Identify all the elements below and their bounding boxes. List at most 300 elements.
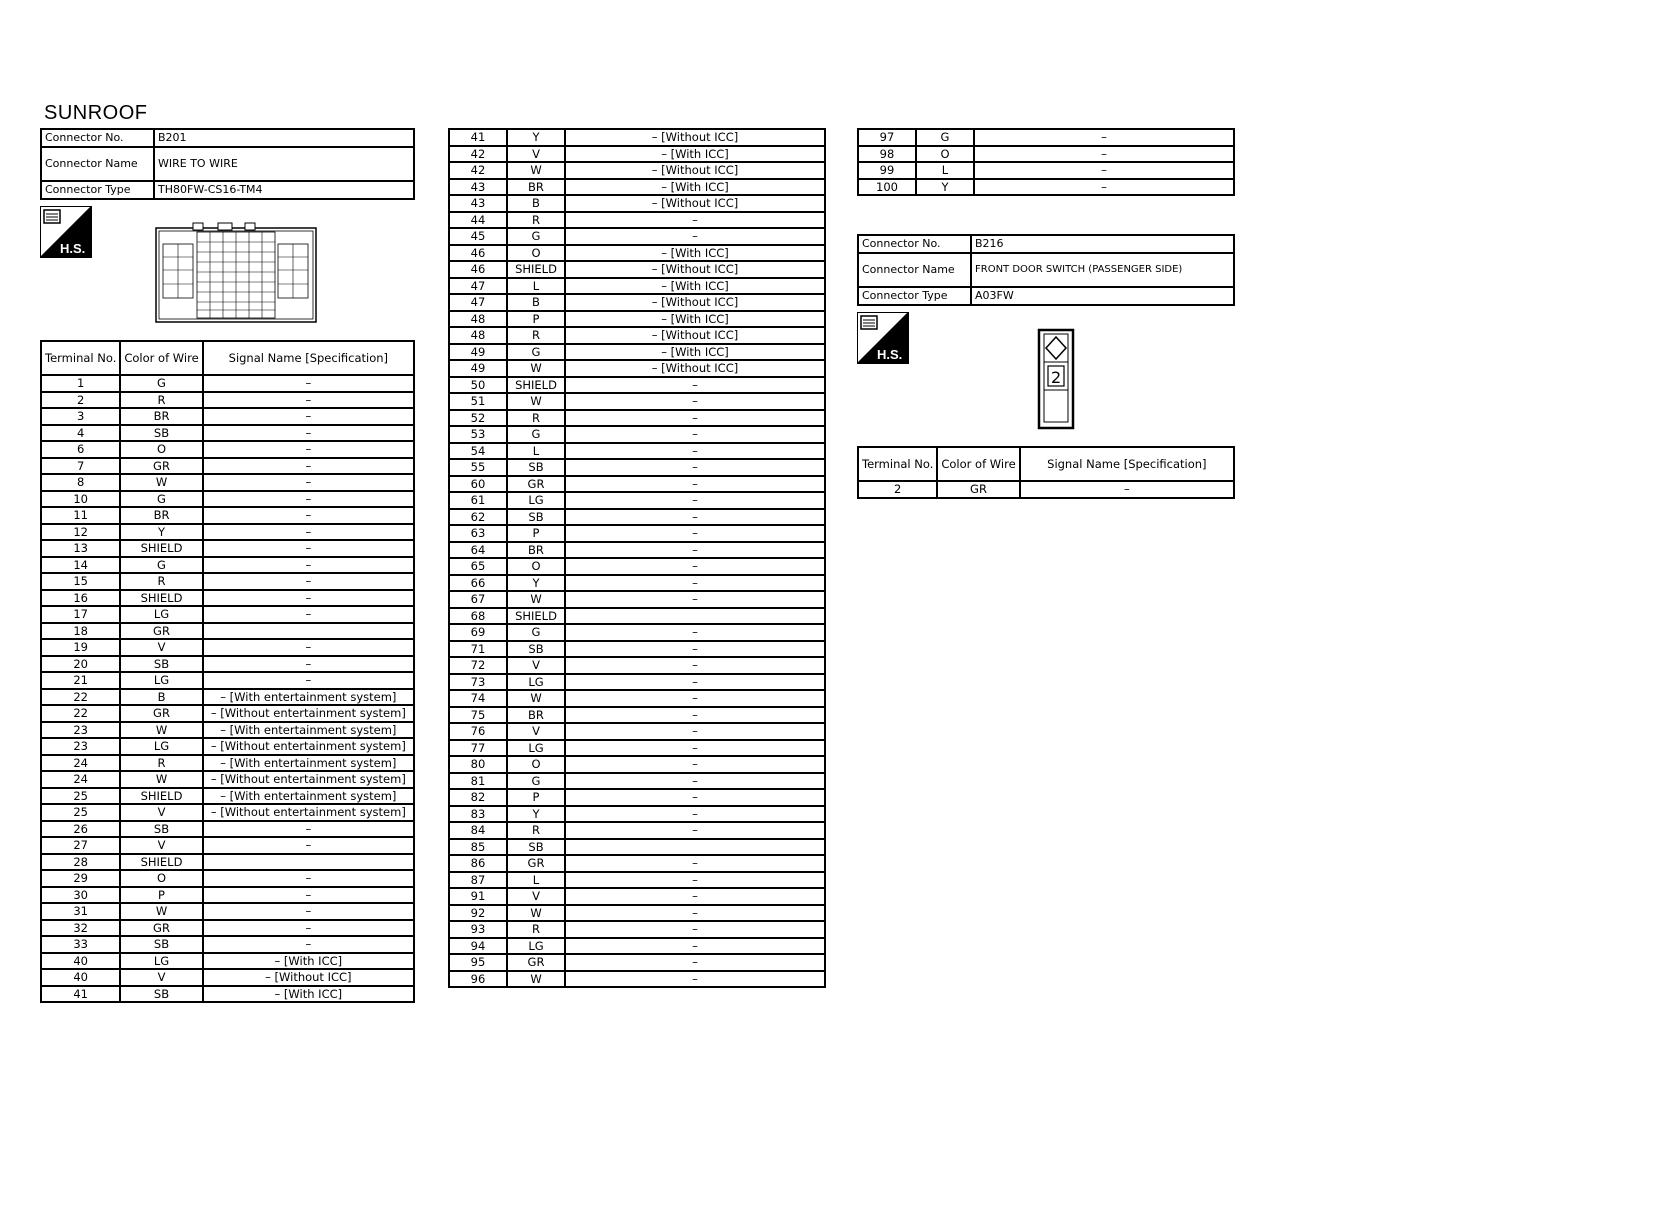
table-row	[41, 870, 414, 887]
color-cell: Y	[507, 806, 565, 823]
connector-no-value: B201	[154, 129, 414, 147]
signal-cell	[203, 623, 414, 640]
color-cell: B	[507, 294, 565, 311]
signal-cell: – [With ICC]	[203, 986, 414, 1003]
terminal-cell: 17	[41, 606, 120, 623]
signal-cell: –	[565, 459, 825, 476]
terminal-cell: 41	[449, 129, 507, 146]
table-row	[449, 690, 825, 707]
signal-cell	[565, 608, 825, 625]
terminal-cell: 60	[449, 476, 507, 493]
harness-side-icon	[857, 312, 909, 364]
connector-b216-info	[857, 234, 1235, 306]
terminal-cell: 84	[449, 822, 507, 839]
color-cell: V	[120, 804, 202, 821]
signal-cell: –	[565, 971, 825, 988]
color-cell: SB	[120, 986, 202, 1003]
terminal-cell: 98	[858, 146, 916, 163]
signal-cell: –	[203, 837, 414, 854]
table-row	[41, 375, 414, 392]
terminal-cell: 13	[41, 540, 120, 557]
signal-cell: –	[203, 821, 414, 838]
table3-body	[858, 129, 1234, 195]
color-cell: G	[507, 228, 565, 245]
terminal-cell: 51	[449, 393, 507, 410]
color-cell: P	[507, 789, 565, 806]
color-cell: W	[507, 971, 565, 988]
signal-cell: –	[565, 575, 825, 592]
connector-name-value: WIRE TO WIRE	[154, 147, 414, 181]
table-row	[41, 408, 414, 425]
color-cell: LG	[120, 953, 202, 970]
terminal-cell: 97	[858, 129, 916, 146]
signal-cell: – [Without entertainment system]	[203, 771, 414, 788]
table-row	[858, 146, 1234, 163]
signal-cell: –	[565, 525, 825, 542]
terminal-cell: 43	[449, 179, 507, 196]
signal-cell: –	[203, 540, 414, 557]
table-row	[41, 903, 414, 920]
terminal-cell: 80	[449, 756, 507, 773]
terminal-cell: 49	[449, 344, 507, 361]
table-row	[449, 938, 825, 955]
signal-cell: –	[565, 756, 825, 773]
table-row	[41, 755, 414, 772]
color-cell: W	[507, 905, 565, 922]
signal-cell: –	[565, 674, 825, 691]
terminal-cell: 4	[41, 425, 120, 442]
table-row	[449, 327, 825, 344]
table-row	[41, 540, 414, 557]
color-cell: G	[507, 344, 565, 361]
b216-pin-number: 2	[1051, 368, 1062, 387]
color-cell: G	[507, 426, 565, 443]
connector-no-label: Connector No.	[858, 235, 971, 253]
table-row	[41, 392, 414, 409]
signal-cell: –	[565, 558, 825, 575]
terminal-cell: 73	[449, 674, 507, 691]
color-cell: Y	[507, 575, 565, 592]
color-cell: O	[507, 558, 565, 575]
connector-b201-info	[40, 128, 415, 200]
header-signal: Signal Name [Specification]	[1020, 447, 1234, 481]
color-cell: LG	[507, 674, 565, 691]
color-cell: BR	[120, 507, 202, 524]
terminal-cell: 95	[449, 954, 507, 971]
table-row	[449, 245, 825, 262]
signal-cell: –	[565, 212, 825, 229]
color-cell: B	[120, 689, 202, 706]
hs-label: H.S.	[877, 347, 903, 362]
terminal-cell: 71	[449, 641, 507, 658]
color-cell: LG	[507, 740, 565, 757]
table-row	[41, 557, 414, 574]
signal-cell: –	[203, 524, 414, 541]
table-row	[41, 854, 414, 871]
terminal-cell: 47	[449, 294, 507, 311]
terminal-cell: 67	[449, 591, 507, 608]
table-row	[449, 476, 825, 493]
color-cell: O	[120, 441, 202, 458]
terminal-cell: 53	[449, 426, 507, 443]
signal-cell: – [With ICC]	[565, 311, 825, 328]
terminal-cell: 54	[449, 443, 507, 460]
color-cell: Y	[120, 524, 202, 541]
terminal-cell: 12	[41, 524, 120, 541]
table-row	[41, 689, 414, 706]
color-cell: R	[120, 573, 202, 590]
table-row	[41, 920, 414, 937]
terminal-cell: 43	[449, 195, 507, 212]
terminal-cell: 42	[449, 146, 507, 163]
terminal-cell: 8	[41, 474, 120, 491]
table-row	[449, 971, 825, 988]
header-signal: Signal Name [Specification]	[203, 341, 414, 375]
table-row	[449, 443, 825, 460]
table-row	[41, 656, 414, 673]
color-cell: G	[916, 129, 974, 146]
color-cell: R	[507, 822, 565, 839]
color-cell: V	[120, 837, 202, 854]
table-row	[449, 492, 825, 509]
terminal-table-b216	[857, 446, 1235, 499]
table-row	[449, 723, 825, 740]
table-row	[449, 789, 825, 806]
terminal-cell: 40	[41, 953, 120, 970]
terminal-cell: 28	[41, 854, 120, 871]
terminal-table-b201-part1	[40, 340, 415, 1003]
table-row	[41, 491, 414, 508]
signal-cell: – [Without ICC]	[203, 969, 414, 986]
signal-cell: –	[974, 129, 1234, 146]
terminal-cell: 81	[449, 773, 507, 790]
color-cell: GR	[120, 458, 202, 475]
terminal-cell: 15	[41, 573, 120, 590]
table-row	[41, 788, 414, 805]
table-row	[449, 261, 825, 278]
terminal-cell: 48	[449, 327, 507, 344]
terminal-cell: 52	[449, 410, 507, 427]
signal-cell: –	[203, 557, 414, 574]
signal-cell: – [With ICC]	[565, 146, 825, 163]
terminal-cell: 92	[449, 905, 507, 922]
color-cell: GR	[120, 623, 202, 640]
signal-cell: –	[203, 590, 414, 607]
color-cell: L	[507, 278, 565, 295]
terminal-cell: 46	[449, 245, 507, 262]
color-cell: SHIELD	[507, 608, 565, 625]
terminal-cell: 30	[41, 887, 120, 904]
terminal-cell: 20	[41, 656, 120, 673]
table2-body	[449, 129, 825, 987]
signal-cell: –	[565, 905, 825, 922]
table4-body	[858, 481, 1234, 498]
color-cell: L	[507, 872, 565, 889]
terminal-cell: 42	[449, 162, 507, 179]
table-row	[449, 905, 825, 922]
signal-cell: –	[203, 441, 414, 458]
color-cell: SHIELD	[507, 377, 565, 394]
terminal-cell: 22	[41, 689, 120, 706]
table-row	[449, 509, 825, 526]
terminal-cell: 27	[41, 837, 120, 854]
table-row	[41, 738, 414, 755]
terminal-cell: 25	[41, 804, 120, 821]
color-cell: Y	[507, 129, 565, 146]
terminal-cell: 49	[449, 360, 507, 377]
hs-label: H.S.	[60, 241, 86, 256]
color-cell: LG	[120, 606, 202, 623]
signal-cell: –	[565, 426, 825, 443]
color-cell: O	[507, 245, 565, 262]
signal-cell: – [Without entertainment system]	[203, 738, 414, 755]
signal-cell: –	[565, 443, 825, 460]
table-row	[41, 722, 414, 739]
color-cell: R	[507, 212, 565, 229]
color-cell: SHIELD	[120, 590, 202, 607]
table-row	[449, 393, 825, 410]
table-row	[449, 756, 825, 773]
table-row	[449, 839, 825, 856]
table-row	[449, 872, 825, 889]
table-row	[858, 129, 1234, 146]
table-row	[449, 195, 825, 212]
color-cell: GR	[507, 855, 565, 872]
color-cell: GR	[120, 705, 202, 722]
color-cell: SB	[120, 821, 202, 838]
color-cell: SB	[120, 425, 202, 442]
signal-cell: –	[565, 806, 825, 823]
terminal-cell: 1	[41, 375, 120, 392]
signal-cell: –	[565, 492, 825, 509]
terminal-cell: 77	[449, 740, 507, 757]
signal-cell: –	[203, 375, 414, 392]
table-row	[41, 623, 414, 640]
signal-cell: – [Without ICC]	[565, 261, 825, 278]
signal-cell: –	[565, 938, 825, 955]
table-row	[41, 606, 414, 623]
terminal-cell: 41	[41, 986, 120, 1003]
terminal-cell: 44	[449, 212, 507, 229]
color-cell: L	[916, 162, 974, 179]
signal-cell: –	[203, 870, 414, 887]
color-cell: W	[507, 393, 565, 410]
terminal-cell: 91	[449, 888, 507, 905]
connector-b201-face-image	[155, 222, 320, 324]
table-row	[449, 129, 825, 146]
signal-cell: –	[1020, 481, 1234, 498]
connector-no-value: B216	[971, 235, 1234, 253]
table-row	[449, 410, 825, 427]
color-cell: Y	[916, 179, 974, 196]
table-row	[449, 657, 825, 674]
color-cell: GR	[507, 954, 565, 971]
terminal-cell: 46	[449, 261, 507, 278]
signal-cell: –	[203, 408, 414, 425]
header-terminal: Terminal No.	[41, 341, 120, 375]
table-row	[858, 481, 1234, 498]
color-cell: V	[507, 146, 565, 163]
table-row	[41, 986, 414, 1003]
terminal-cell: 74	[449, 690, 507, 707]
table-row	[449, 608, 825, 625]
color-cell: O	[507, 756, 565, 773]
terminal-cell: 72	[449, 657, 507, 674]
terminal-cell: 85	[449, 839, 507, 856]
page-title: SUNROOF	[44, 102, 148, 124]
connector-no-label: Connector No.	[41, 129, 154, 147]
color-cell: SB	[507, 641, 565, 658]
signal-cell: – [With ICC]	[565, 179, 825, 196]
terminal-table-b201-part2	[448, 128, 826, 988]
terminal-cell: 64	[449, 542, 507, 559]
table-row	[41, 672, 414, 689]
color-cell: P	[507, 311, 565, 328]
signal-cell: –	[565, 624, 825, 641]
terminal-cell: 99	[858, 162, 916, 179]
table-row	[449, 773, 825, 790]
color-cell: BR	[507, 179, 565, 196]
signal-cell: – [With ICC]	[565, 245, 825, 262]
signal-cell: – [With ICC]	[565, 278, 825, 295]
color-cell: O	[916, 146, 974, 163]
table-row	[449, 921, 825, 938]
terminal-cell: 25	[41, 788, 120, 805]
signal-cell: – [Without ICC]	[565, 360, 825, 377]
color-cell: P	[120, 887, 202, 904]
terminal-cell: 11	[41, 507, 120, 524]
table-row	[41, 804, 414, 821]
table-row	[449, 360, 825, 377]
terminal-cell: 96	[449, 971, 507, 988]
signal-cell: –	[203, 474, 414, 491]
color-cell: GR	[120, 920, 202, 937]
color-cell: O	[120, 870, 202, 887]
terminal-cell: 32	[41, 920, 120, 937]
color-cell: LG	[507, 492, 565, 509]
terminal-cell: 23	[41, 722, 120, 739]
color-cell: SB	[120, 936, 202, 953]
color-cell: SB	[507, 509, 565, 526]
terminal-cell: 10	[41, 491, 120, 508]
color-cell: B	[507, 195, 565, 212]
terminal-cell: 76	[449, 723, 507, 740]
terminal-cell: 19	[41, 639, 120, 656]
terminal-cell: 65	[449, 558, 507, 575]
signal-cell: –	[565, 657, 825, 674]
signal-cell	[203, 854, 414, 871]
terminal-cell: 61	[449, 492, 507, 509]
terminal-cell: 23	[41, 738, 120, 755]
table-row	[41, 969, 414, 986]
signal-cell: – [Without entertainment system]	[203, 705, 414, 722]
table-row	[449, 591, 825, 608]
table-row	[449, 228, 825, 245]
connector-name-label: Connector Name	[41, 147, 154, 181]
color-cell: BR	[507, 707, 565, 724]
color-cell: W	[120, 771, 202, 788]
terminal-cell: 26	[41, 821, 120, 838]
table-row	[449, 855, 825, 872]
connector-name-label: Connector Name	[858, 253, 971, 287]
color-cell: BR	[507, 542, 565, 559]
color-cell: G	[120, 557, 202, 574]
signal-cell: –	[565, 872, 825, 889]
color-cell: G	[120, 491, 202, 508]
signal-cell: –	[974, 179, 1234, 196]
connector-name-value: FRONT DOOR SWITCH (PASSENGER SIDE)	[971, 253, 1234, 287]
terminal-cell: 82	[449, 789, 507, 806]
signal-cell: –	[565, 740, 825, 757]
color-cell: SB	[507, 839, 565, 856]
signal-cell: – [Without ICC]	[565, 195, 825, 212]
terminal-cell: 87	[449, 872, 507, 889]
table-row	[41, 837, 414, 854]
signal-cell: –	[203, 936, 414, 953]
signal-cell: –	[565, 921, 825, 938]
table-row	[41, 441, 414, 458]
terminal-cell: 14	[41, 557, 120, 574]
signal-cell: – [With ICC]	[203, 953, 414, 970]
color-cell: P	[507, 525, 565, 542]
terminal-cell: 6	[41, 441, 120, 458]
color-cell: SHIELD	[120, 788, 202, 805]
signal-cell: –	[565, 509, 825, 526]
color-cell: V	[507, 723, 565, 740]
terminal-cell: 33	[41, 936, 120, 953]
table-row	[449, 294, 825, 311]
harness-side-icon	[40, 206, 92, 258]
table-row	[449, 806, 825, 823]
table-row	[449, 558, 825, 575]
terminal-cell: 24	[41, 771, 120, 788]
header-terminal: Terminal No.	[858, 447, 937, 481]
terminal-cell: 48	[449, 311, 507, 328]
terminal-cell: 75	[449, 707, 507, 724]
color-cell: R	[507, 921, 565, 938]
table-row	[41, 887, 414, 904]
color-cell: SB	[120, 656, 202, 673]
terminal-cell: 94	[449, 938, 507, 955]
signal-cell: – [Without ICC]	[565, 327, 825, 344]
signal-cell: –	[565, 855, 825, 872]
terminal-cell: 29	[41, 870, 120, 887]
signal-cell: –	[203, 425, 414, 442]
color-cell: W	[120, 474, 202, 491]
connector-type-value: A03FW	[971, 287, 1234, 305]
signal-cell: –	[565, 476, 825, 493]
table-row	[449, 740, 825, 757]
color-cell: W	[507, 162, 565, 179]
signal-cell: –	[565, 707, 825, 724]
table-row	[449, 212, 825, 229]
table-row	[41, 639, 414, 656]
terminal-cell: 69	[449, 624, 507, 641]
header-color: Color of Wire	[120, 341, 202, 375]
table-row	[41, 936, 414, 953]
terminal-cell: 2	[858, 481, 937, 498]
signal-cell: – [Without ICC]	[565, 162, 825, 179]
table-row	[449, 179, 825, 196]
color-cell: R	[507, 327, 565, 344]
signal-cell: –	[203, 491, 414, 508]
color-cell: V	[507, 657, 565, 674]
terminal-cell: 100	[858, 179, 916, 196]
signal-cell: –	[203, 903, 414, 920]
terminal-cell: 86	[449, 855, 507, 872]
table-row	[449, 311, 825, 328]
table-row	[449, 377, 825, 394]
